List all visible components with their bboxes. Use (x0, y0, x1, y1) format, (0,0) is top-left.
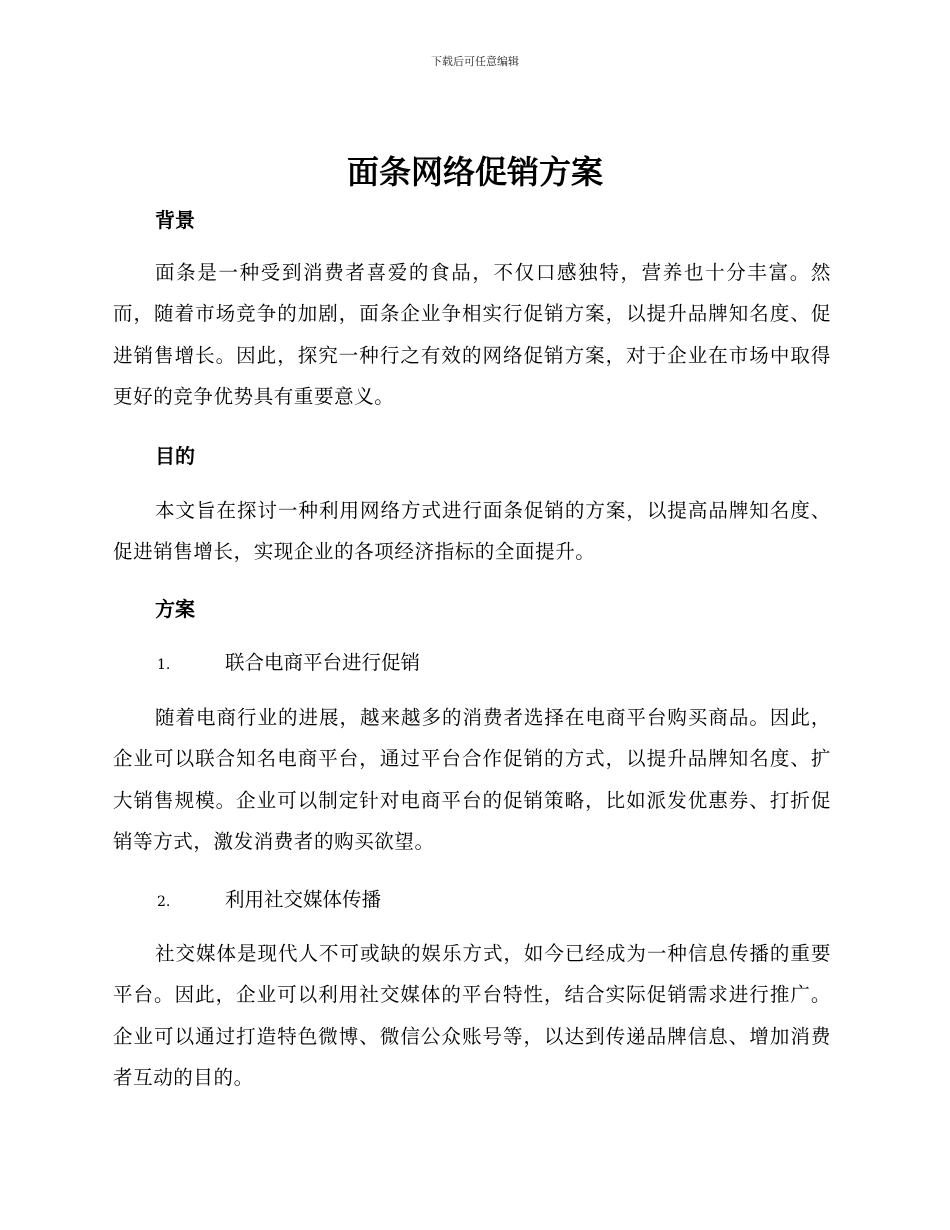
purpose-paragraph: 本文旨在探讨一种利用网络方式进行面条促销的方案，以提高品牌知名度、促进销售增长，实现企业的各项经济指标的全面提升。 (113, 499, 831, 564)
document-title: 面条网络促销方案 (346, 153, 603, 191)
plan-item-title: 联合电商平台进行促销 (225, 651, 421, 674)
background-paragraph: 面条是一种受到消费者喜爱的食品，不仅口感独特，营养也十分丰富。然而，随着市场竞争的加剧，面条企业争相实行促销方案，以提升品牌知名度、促进销售增长。因此，探究一种行之有效的网络促销方案，对于企业在市场中取得更好的竞争优势具有重要意义。 (113, 261, 831, 408)
header-note: 下载后可任意编辑 (431, 55, 519, 68)
plan-item-2 (157, 886, 381, 916)
section-heading-plan: 方案 (155, 597, 195, 621)
plan-item-1-paragraph: 随着电商行业的进展，越来越多的消费者选择在电商平台购买商品。因此，企业可以联合知名电商平台，通过平台合作促销的方式，以提升品牌知名度、扩大销售规模。企业可以制定针对电商平台的促销策略，比如派发优惠券、打折促销等方式，激发消费者的购买欲望。 (113, 706, 831, 853)
plan-item-number: 1. (157, 657, 171, 673)
plan-item-number: 2. (157, 894, 171, 910)
plan-item-title: 利用社交媒体传播 (225, 888, 382, 911)
plan-item-2-paragraph: 社交媒体是现代人不可或缺的娱乐方式，如今已经成为一种信息传播的重要平台。因此，企业可以利用社交媒体的平台特性，结合实际促销需求进行推广。企业可以通过打造特色微博、微信公众账号等，以达到传递品牌信息、增加消费者互动的目的。 (113, 942, 831, 1089)
section-heading-background: 背景 (155, 208, 195, 232)
plan-item-1 (157, 649, 420, 679)
section-heading-purpose: 目的 (155, 444, 195, 468)
